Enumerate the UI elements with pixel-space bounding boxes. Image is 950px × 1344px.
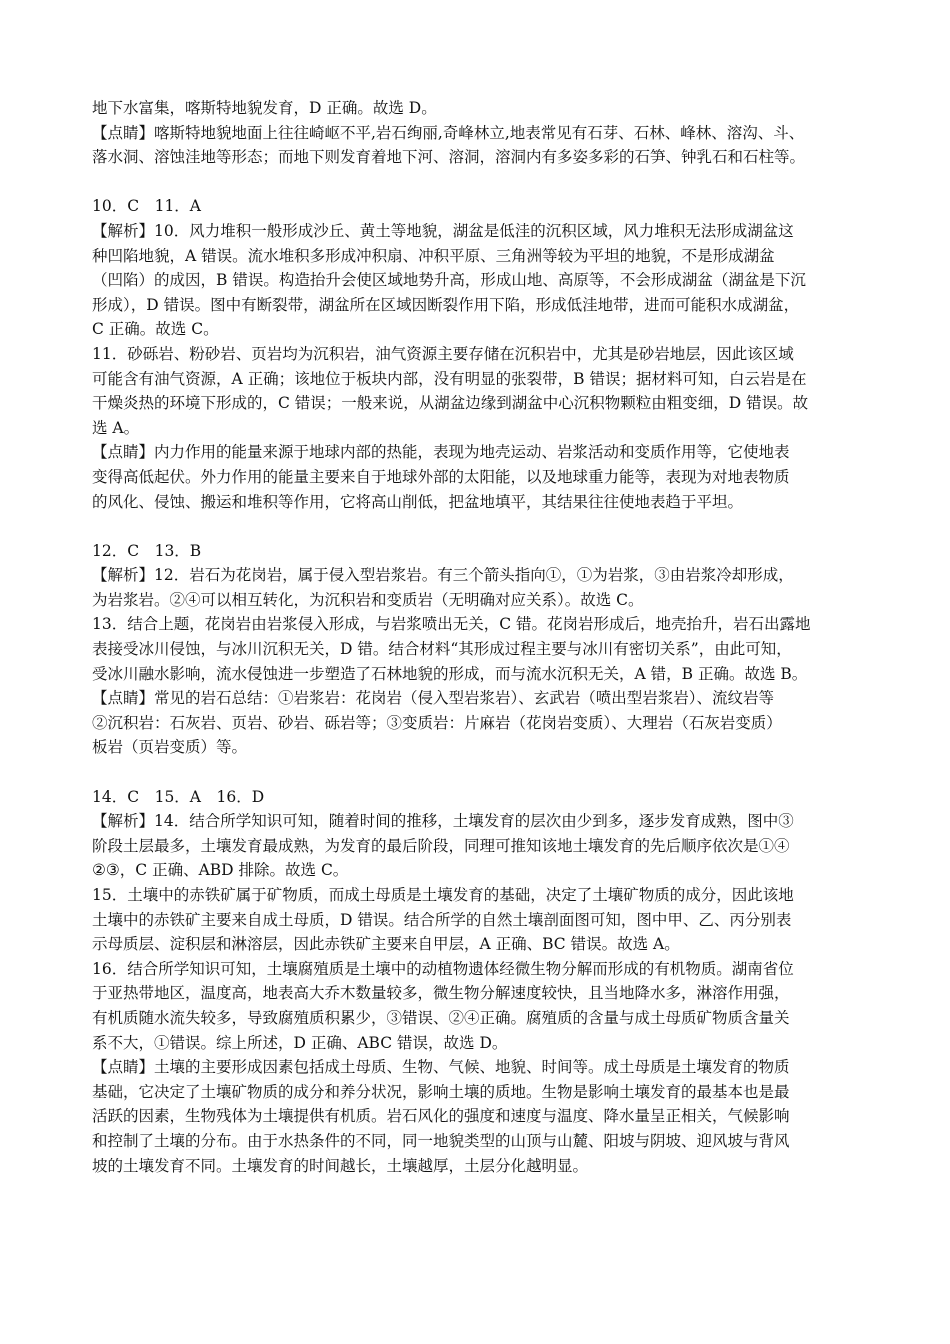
text-line: 地下水富集，喀斯特地貌发育，D 正确。故选 D。	[92, 99, 437, 117]
text-line: C 正确。故选 C。	[92, 320, 219, 339]
text-line: 有机质随水流失较多，导致腐殖质积累少，③错误、②④正确。腐殖质的含量与成土母质矿物质含量关	[92, 1008, 790, 1027]
text-line: 表接受冰川侵蚀，与冰川沉积无关，D 错。结合材料“其形成过程主要与冰川有密切关系”，由此可知，	[92, 640, 792, 659]
text-line: 形成），D 错误。图中有断裂带，湖盆所在区域因断裂作用下陷，形成低洼地带，进而可能积水成湖盆，	[92, 295, 800, 314]
blank-line	[92, 170, 858, 195]
text-line: 【点睛】土壤的主要形成因素包括成土母质、生物、气候、地貌、时间等。成土母质是土壤发育的物质	[92, 1058, 790, 1077]
text-line: 14．C 15．A 16．D	[92, 787, 265, 806]
text-line: 和控制了土壤的分布。由于水热条件的不同，同一地貌类型的山顶与山麓、阳坡与阴坡、迎风坡与背风	[92, 1131, 790, 1150]
text-line: 活跃的因素，生物残体为土壤提供有机质。岩石风化的强度和速度与温度、降水量呈正相关，气候影响	[92, 1107, 790, 1126]
text-line: 系不大，①错误。综上所述，D 正确、ABC 错误，故选 D。	[92, 1033, 508, 1052]
text-line: 13．结合上题，花岗岩由岩浆侵入形成，与岩浆喷出无关，C 错。花岗岩形成后，地壳抬升，岩石出露地	[92, 615, 811, 634]
text-line: 16．结合所学知识可知，土壤腐殖质是土壤中的动植物遗体经微生物分解而形成的有机物质。湖南省位	[92, 959, 794, 978]
text-line: 种凹陷地貌，A 错误。流水堆积多形成冲积扇、冲积平原、三角洲等较为平坦的地貌，不是形成湖盆	[92, 246, 775, 265]
text-line: 可能含有油气资源，A 正确；该地位于板块内部，没有明显的张裂带，B 错误；据材料可知，白云岩是在	[92, 369, 807, 388]
text-line: 【点睛】喀斯特地貌地面上往往崎岖不平,岩石绚丽,奇峰林立,地表常见有石芽、石林、峰林、溶沟、斗、	[92, 123, 805, 142]
blank-line	[92, 514, 858, 539]
text-line: 干燥炎热的环境下形成的，C 错误；一般来说，从湖盆边缘到湖盆中心沉积物颗粒由粗变细，D 错误。故	[92, 394, 809, 413]
text-line: 阶段土层最多，土壤发育最成熟，为发育的最后阶段，同理可推知该地土壤发育的先后顺序依次是①④	[92, 836, 790, 855]
text-line: 板岩（页岩变质）等。	[92, 738, 248, 757]
text-line: 【解析】10．风力堆积一般形成沙丘、黄土等地貌，湖盆是低洼的沉积区域，风力堆积无法形成湖盆这	[92, 221, 794, 240]
text-line: 受冰川融水影响，流水侵蚀进一步塑造了石林地貌的形成，而与流水沉积无关，A 错，B 正确。故选 B。	[92, 664, 808, 683]
text-line: 示母质层、淀积层和淋溶层，因此赤铁矿主要来自甲层，A 正确、BC 错误。故选 A。	[92, 935, 680, 954]
text-line: 【点睛】常见的岩石总结：①岩浆岩：花岗岩（侵入型岩浆岩）、玄武岩（喷出型岩浆岩）、流纹岩等	[92, 689, 775, 708]
text-line: 10．C 11．A	[92, 197, 201, 216]
text-line: 【解析】12．岩石为花岗岩，属于侵入型岩浆岩。有三个箭头指向①，①为岩浆，③由岩浆冷却形成，	[92, 566, 794, 585]
text-line: 土壤中的赤铁矿主要来自成土母质，D 错误。结合所学的自然土壤剖面图可知，图中甲、乙、丙分别表	[92, 910, 792, 929]
text-line: 落水洞、溶蚀洼地等形态；而地下则发育着地下河、溶洞，溶洞内有多姿多彩的石笋、钟乳石和石柱等。	[92, 148, 806, 167]
text-line: 【点睛】内力作用的能量来源于地球内部的热能，表现为地壳运动、岩浆活动和变质作用等，它使地表	[92, 443, 790, 462]
text-line: 选 A。	[92, 418, 140, 437]
blank-line	[92, 760, 858, 785]
text-line: 11．砂砾岩、粉砂岩、页岩均为沉积岩，油气资源主要存储在沉积岩中，尤其是砂岩地层，因此该区域	[92, 344, 794, 363]
text-line: 15．土壤中的赤铁矿属于矿物质，而成土母质是土壤发育的基础，决定了土壤矿物质的成分，因此该地	[92, 886, 794, 904]
text-line: 12．C 13．B	[92, 541, 202, 560]
text-line: 基础，它决定了土壤矿物质的成分和养分状况，影响土壤的质地。生物是影响土壤发育的最基本也是最	[92, 1082, 790, 1101]
text-line: ②③，C 正确、ABD 排除。故选 C。	[92, 861, 349, 880]
text-line: 于亚热带地区，温度高，地表高大乔木数量较多，微生物分解速度较快，且当地降水多，淋溶作用强，	[92, 984, 790, 1003]
text-line: ②沉积岩：石灰岩、页岩、砂岩、砾岩等；③变质岩：片麻岩（花岗岩变质）、大理岩（石灰岩变质）	[92, 713, 782, 732]
text-line: 【解析】14．结合所学知识可知，随着时间的推移，土壤发育的层次由少到多，逐步发育成熟，图中③	[92, 812, 794, 831]
text-line: 坡的土壤发育不同。土壤发育的时间越长，土壤越厚，土层分化越明显。	[92, 1156, 589, 1175]
text-line: 变得高低起伏。外力作用的能量主要来自于地球外部的太阳能，以及地球重力能等，表现为对地表物质	[92, 467, 790, 486]
text-line: 的风化、侵蚀、搬运和堆积等作用，它将高山削低，把盆地填平，其结果往往使地表趋于平坦。	[92, 492, 744, 511]
text-line: （凹陷）的成因，B 错误。构造抬升会使区域地势升高，形成山地、高原等，不会形成湖盆（湖盆是下沉	[92, 271, 806, 290]
text-line: 为岩浆岩。②④可以相互转化，为沉积岩和变质岩（无明确对应关系）。故选 C。	[92, 590, 644, 609]
